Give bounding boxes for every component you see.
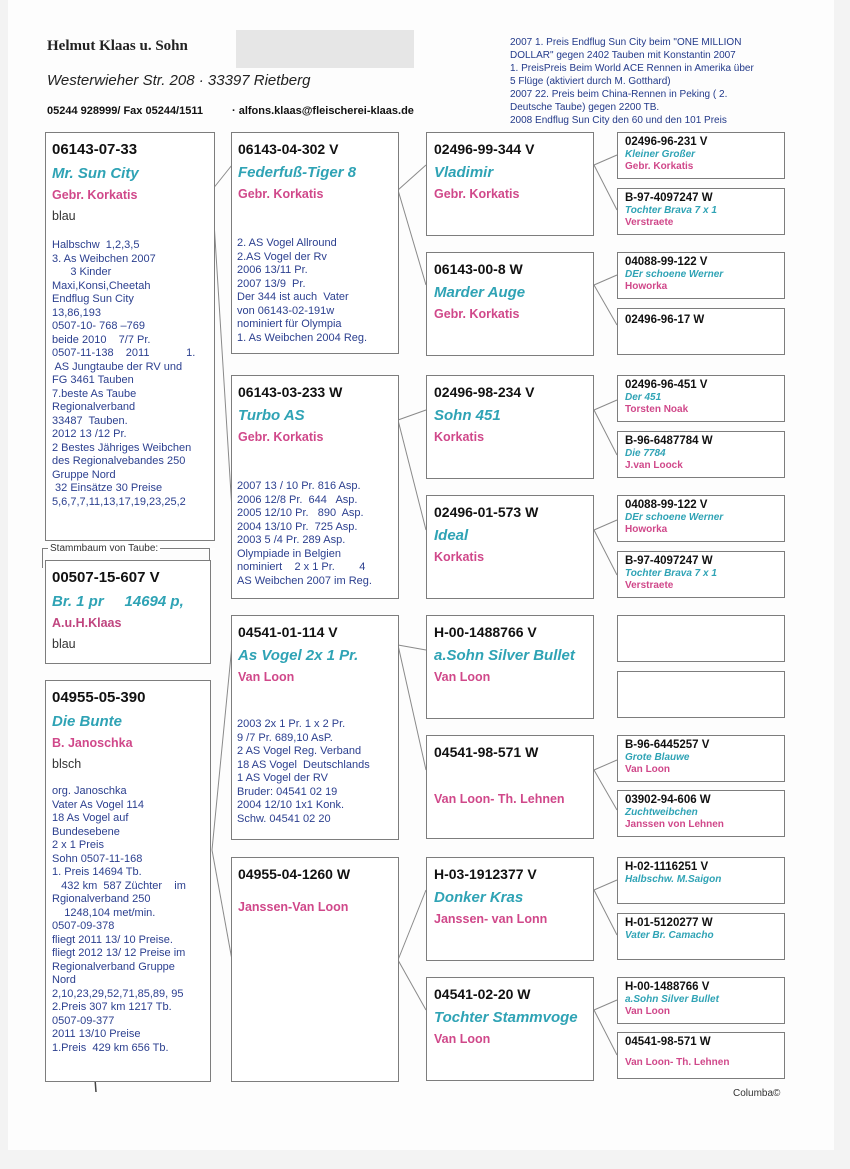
breeder-name: Verstraete (625, 217, 674, 228)
ring-number: 06143-07-33 (52, 141, 138, 158)
ring-number: 02496-96-451 V (625, 379, 708, 391)
ring-number: 04541-98-571 W (625, 1036, 711, 1048)
great-grandparent-card (617, 790, 785, 837)
ring-number: 04541-98-571 W (434, 744, 539, 760)
breeder-name: Howorka (625, 281, 668, 292)
pigeon-name: Br. 1 pr 14694 p, (52, 593, 184, 610)
parent-card (231, 615, 399, 840)
pigeon-name: Vater Br. Camacho (625, 930, 714, 941)
ring-number: 04955-04-1260 W (238, 866, 351, 882)
breeder-name: Verstraete (625, 580, 674, 591)
parent-card (231, 375, 399, 599)
pigeon-color: blau (52, 209, 76, 223)
breeder-name: Gebr. Korkatis (625, 161, 694, 172)
great-grandparent-card (617, 132, 785, 179)
dam-card (45, 680, 211, 1082)
breeder-name: Van Loon (625, 1006, 670, 1017)
pigeon-name: Halbschw. M.Saigon (625, 874, 722, 885)
breeder-name: Van Loon (434, 1032, 491, 1046)
pedigree-pigeon-card (45, 560, 211, 664)
breeder-name: Gebr. Korkatis (52, 188, 138, 202)
breeder-name: Van Loon- Th. Lehnen (434, 792, 565, 806)
parent-card (231, 857, 399, 1082)
breeder-name: Korkatis (434, 550, 485, 564)
ring-number: 02496-96-17 W (625, 314, 705, 326)
great-grandparent-card (617, 308, 785, 355)
performance-notes: Halbschw 1,2,3,5 3. As Weibchen 2007 3 Kinder Maxi,Konsi,Cheetah Endflug Sun City 13,86,193 0507-10- 768 –769 beide 2010 7/7 Pr. 0507-11-138 2011 1. AS Jungtaube der RV und FG 3461 Tauben 7.beste As Taube Regionalverband 33487 Tauben. 2012 13 /12 Pr. 2 Bestes Jähriges Weibchen des Regionalvebandes 250 Gruppe Nord 32 Einsätze 30 Preise 5,6,7,7,11,13,17,19,23,25,2 (52, 239, 196, 508)
ring-number: H-01-5120277 W (625, 917, 713, 929)
pigeon-name: As Vogel 2x 1 Pr. (238, 647, 359, 664)
ring-number: 04541-01-114 V (238, 624, 338, 640)
great-grandparent-card (617, 857, 785, 904)
great-grandparent-card (617, 495, 785, 542)
pigeon-name: Donker Kras (434, 889, 524, 906)
ring-number: 00507-15-607 V (52, 569, 160, 586)
grandparent-card (426, 495, 594, 599)
breeder-name: Janssen-Van Loon (238, 900, 349, 914)
ring-number: 04088-99-122 V (625, 256, 708, 268)
grandparent-card (426, 615, 594, 719)
great-grandparent-card (617, 977, 785, 1024)
breeder-name: Van Loon- Th. Lehnen (625, 1057, 730, 1068)
breeder-name: Van Loon (434, 670, 491, 684)
grandparent-card (426, 375, 594, 479)
breeder-name: Korkatis (434, 430, 485, 444)
breeder-name: Van Loon (625, 764, 670, 775)
great-grandparent-card (617, 375, 785, 422)
ring-number: 04955-05-390 (52, 689, 146, 706)
achievement-line: 2007 22. Preis beim China-Rennen in Peking ( 2. (510, 89, 728, 100)
achievement-line: 2007 1. Preis Endflug Sun City beim "ONE MILLION (510, 37, 742, 48)
pigeon-name: a.Sohn Silver Bullet (625, 994, 719, 1005)
owner-email: · alfons.klaas@fleischerei-klaas.de (232, 105, 414, 117)
great-grandparent-card (617, 252, 785, 299)
breeder-name: Howorka (625, 524, 668, 535)
achievement-line: 2008 Endflug Sun City den 60 und den 101 Preis (510, 115, 727, 126)
great-grandparent-card (617, 188, 785, 235)
ring-number: B-97-4097247 W (625, 192, 713, 204)
pigeon-name: Die Bunte (52, 713, 123, 730)
grandparent-card (426, 857, 594, 961)
breeder-name: Janssen- van Lonn (434, 912, 548, 926)
great-grandparent-card (617, 1032, 785, 1079)
performance-notes: 2007 13 / 10 Pr. 816 Asp. 2006 12/8 Pr. 644 Asp. 2005 12/10 Pr. 890 Asp. 2004 13/10 Pr. 725 Asp. 2003 5 /4 Pr. 289 Asp. Olympiade in Belgien nominiert 2 x 1 Pr. 4 AS Weibchen 2007 im Reg. (237, 480, 372, 587)
owner-address: Westerwieher Str. 208 · 33397 Rietberg (47, 72, 311, 89)
ring-number: H-03-1912377 V (434, 866, 537, 882)
ring-number: H-02-1116251 V (625, 861, 709, 873)
pigeon-color: blau (52, 637, 76, 651)
ring-number: 06143-04-302 V (238, 141, 339, 157)
ring-number: 02496-96-231 V (625, 136, 708, 148)
breeder-name: B. Janoschka (52, 736, 133, 750)
ring-number: B-96-6445257 V (625, 739, 710, 751)
pigeon-name: Turbo AS (238, 407, 305, 424)
breeder-name: Janssen von Lehnen (625, 819, 724, 830)
pigeon-name: Grote Blauwe (625, 752, 690, 763)
pigeon-name: Tochter Brava 7 x 1 (625, 205, 717, 216)
achievement-line: Deutsche Taube) gegen 2200 TB. (510, 102, 660, 113)
ring-number: 02496-99-344 V (434, 141, 535, 157)
grandparent-card (426, 252, 594, 356)
ring-number: H-00-1488766 V (434, 624, 537, 640)
great-grandparent-card (617, 913, 785, 960)
breeder-name: Gebr. Korkatis (238, 187, 324, 201)
ring-number: 06143-03-233 W (238, 384, 343, 400)
breeder-name: Van Loon (238, 670, 295, 684)
subject-card (45, 132, 215, 541)
ring-number: 04088-99-122 V (625, 499, 708, 511)
ring-number: 06143-00-8 W (434, 261, 523, 277)
achievement-line: DOLLAR" gegen 2402 Tauben mit Konstantin 2007 (510, 50, 736, 61)
breeder-name: Gebr. Korkatis (434, 187, 520, 201)
ring-number: 03902-94-606 W (625, 794, 711, 806)
ring-number: H-00-1488766 V (625, 981, 710, 993)
achievement-line: 5 Flüge (aktiviert durch M. Gotthard) (510, 76, 671, 87)
ring-number: 02496-98-234 V (434, 384, 535, 400)
ring-number: 02496-01-573 W (434, 504, 539, 520)
pigeon-color: blsch (52, 757, 82, 771)
breeder-name: Gebr. Korkatis (238, 430, 324, 444)
pigeon-name: Der 451 (625, 392, 662, 403)
great-grandparent-card (617, 735, 785, 782)
software-credit: Columba© (733, 1088, 781, 1099)
pigeon-name: Vladimir (434, 164, 494, 181)
grandparent-card (426, 977, 594, 1081)
pigeon-name: Sohn 451 (434, 407, 501, 424)
great-grandparent-card-empty (617, 671, 785, 718)
breeder-name: Torsten Noak (625, 404, 689, 415)
pigeon-name: Die 7784 (625, 448, 666, 459)
grandparent-card (426, 132, 594, 236)
ring-number: B-96-6487784 W (625, 435, 713, 447)
ring-number: 04541-02-20 W (434, 986, 531, 1002)
achievement-line: 1. PreisPreis Beim World ACE Rennen in Amerika über (510, 63, 754, 74)
pigeon-name: DEr schoene Werner (625, 269, 724, 280)
performance-notes: org. Janoschka Vater As Vogel 114 18 As Vogel auf Bundesebene 2 x 1 Preis Sohn 0507-11-168 1. Preis 14694 Tb. 432 km 587 Züchter im Rgionalverband 250 1248,104 met/min. 0507-09-378 fliegt 2011 13/ 10 Preise. fliegt 2012 13/ 12 Preise im Regionalverband Gruppe Nord 2,10,23,29,52,71,85,89, 95 2.Preis 307 km 1217 Tb. 0507-09-377 2011 13/10 Preise 1.Preis 429 km 656 Tb. (52, 785, 186, 1054)
breeder-name: J.van Loock (625, 460, 683, 471)
pigeon-name: Kleiner Großer (625, 149, 696, 160)
pigeon-name: Marder Auge (434, 284, 526, 301)
pigeon-name: Ideal (434, 527, 469, 544)
owner-name: Helmut Klaas u. Sohn (47, 38, 188, 54)
pigeon-name: Zuchtweibchen (625, 807, 698, 818)
ring-number: B-97-4097247 W (625, 555, 713, 567)
performance-notes: 2. AS Vogel Allround 2.AS Vogel der Rv 2006 13/11 Pr. 2007 13/9 Pr. Der 344 ist auch Vater von 06143-02-191w nominiert für Olympia 1. As Weibchen 2004 Reg. (237, 237, 368, 344)
owner-phone: 05244 928999/ Fax 05244/1511 (47, 105, 203, 117)
great-grandparent-card-empty (617, 615, 785, 662)
grandparent-card (426, 735, 594, 839)
great-grandparent-card (617, 551, 785, 598)
performance-notes: 2003 2x 1 Pr. 1 x 2 Pr. 9 /7 Pr. 689,10 AsP. 2 AS Vogel Reg. Verband 18 AS Vogel Deutschlands 1 AS Vogel der RV Bruder: 04541 02 19 2004 12/10 1x1 Konk. Schw. 04541 02 20 (237, 718, 370, 825)
parent-card (231, 132, 399, 354)
pigeon-name: Mr. Sun City (52, 165, 139, 182)
pigeon-name: a.Sohn Silver Bullet (434, 647, 575, 664)
pigeon-name: Tochter Stammvoge (434, 1009, 578, 1026)
pigeon-name: Federfuß-Tiger 8 (238, 164, 357, 181)
pigeon-name: Tochter Brava 7 x 1 (625, 568, 717, 579)
pigeon-name: DEr schoene Werner (625, 512, 724, 523)
stammbaum-label: Stammbaum von Taube: (50, 543, 159, 554)
great-grandparent-card (617, 431, 785, 478)
breeder-name: A.u.H.Klaas (52, 616, 122, 630)
breeder-name: Gebr. Korkatis (434, 307, 520, 321)
